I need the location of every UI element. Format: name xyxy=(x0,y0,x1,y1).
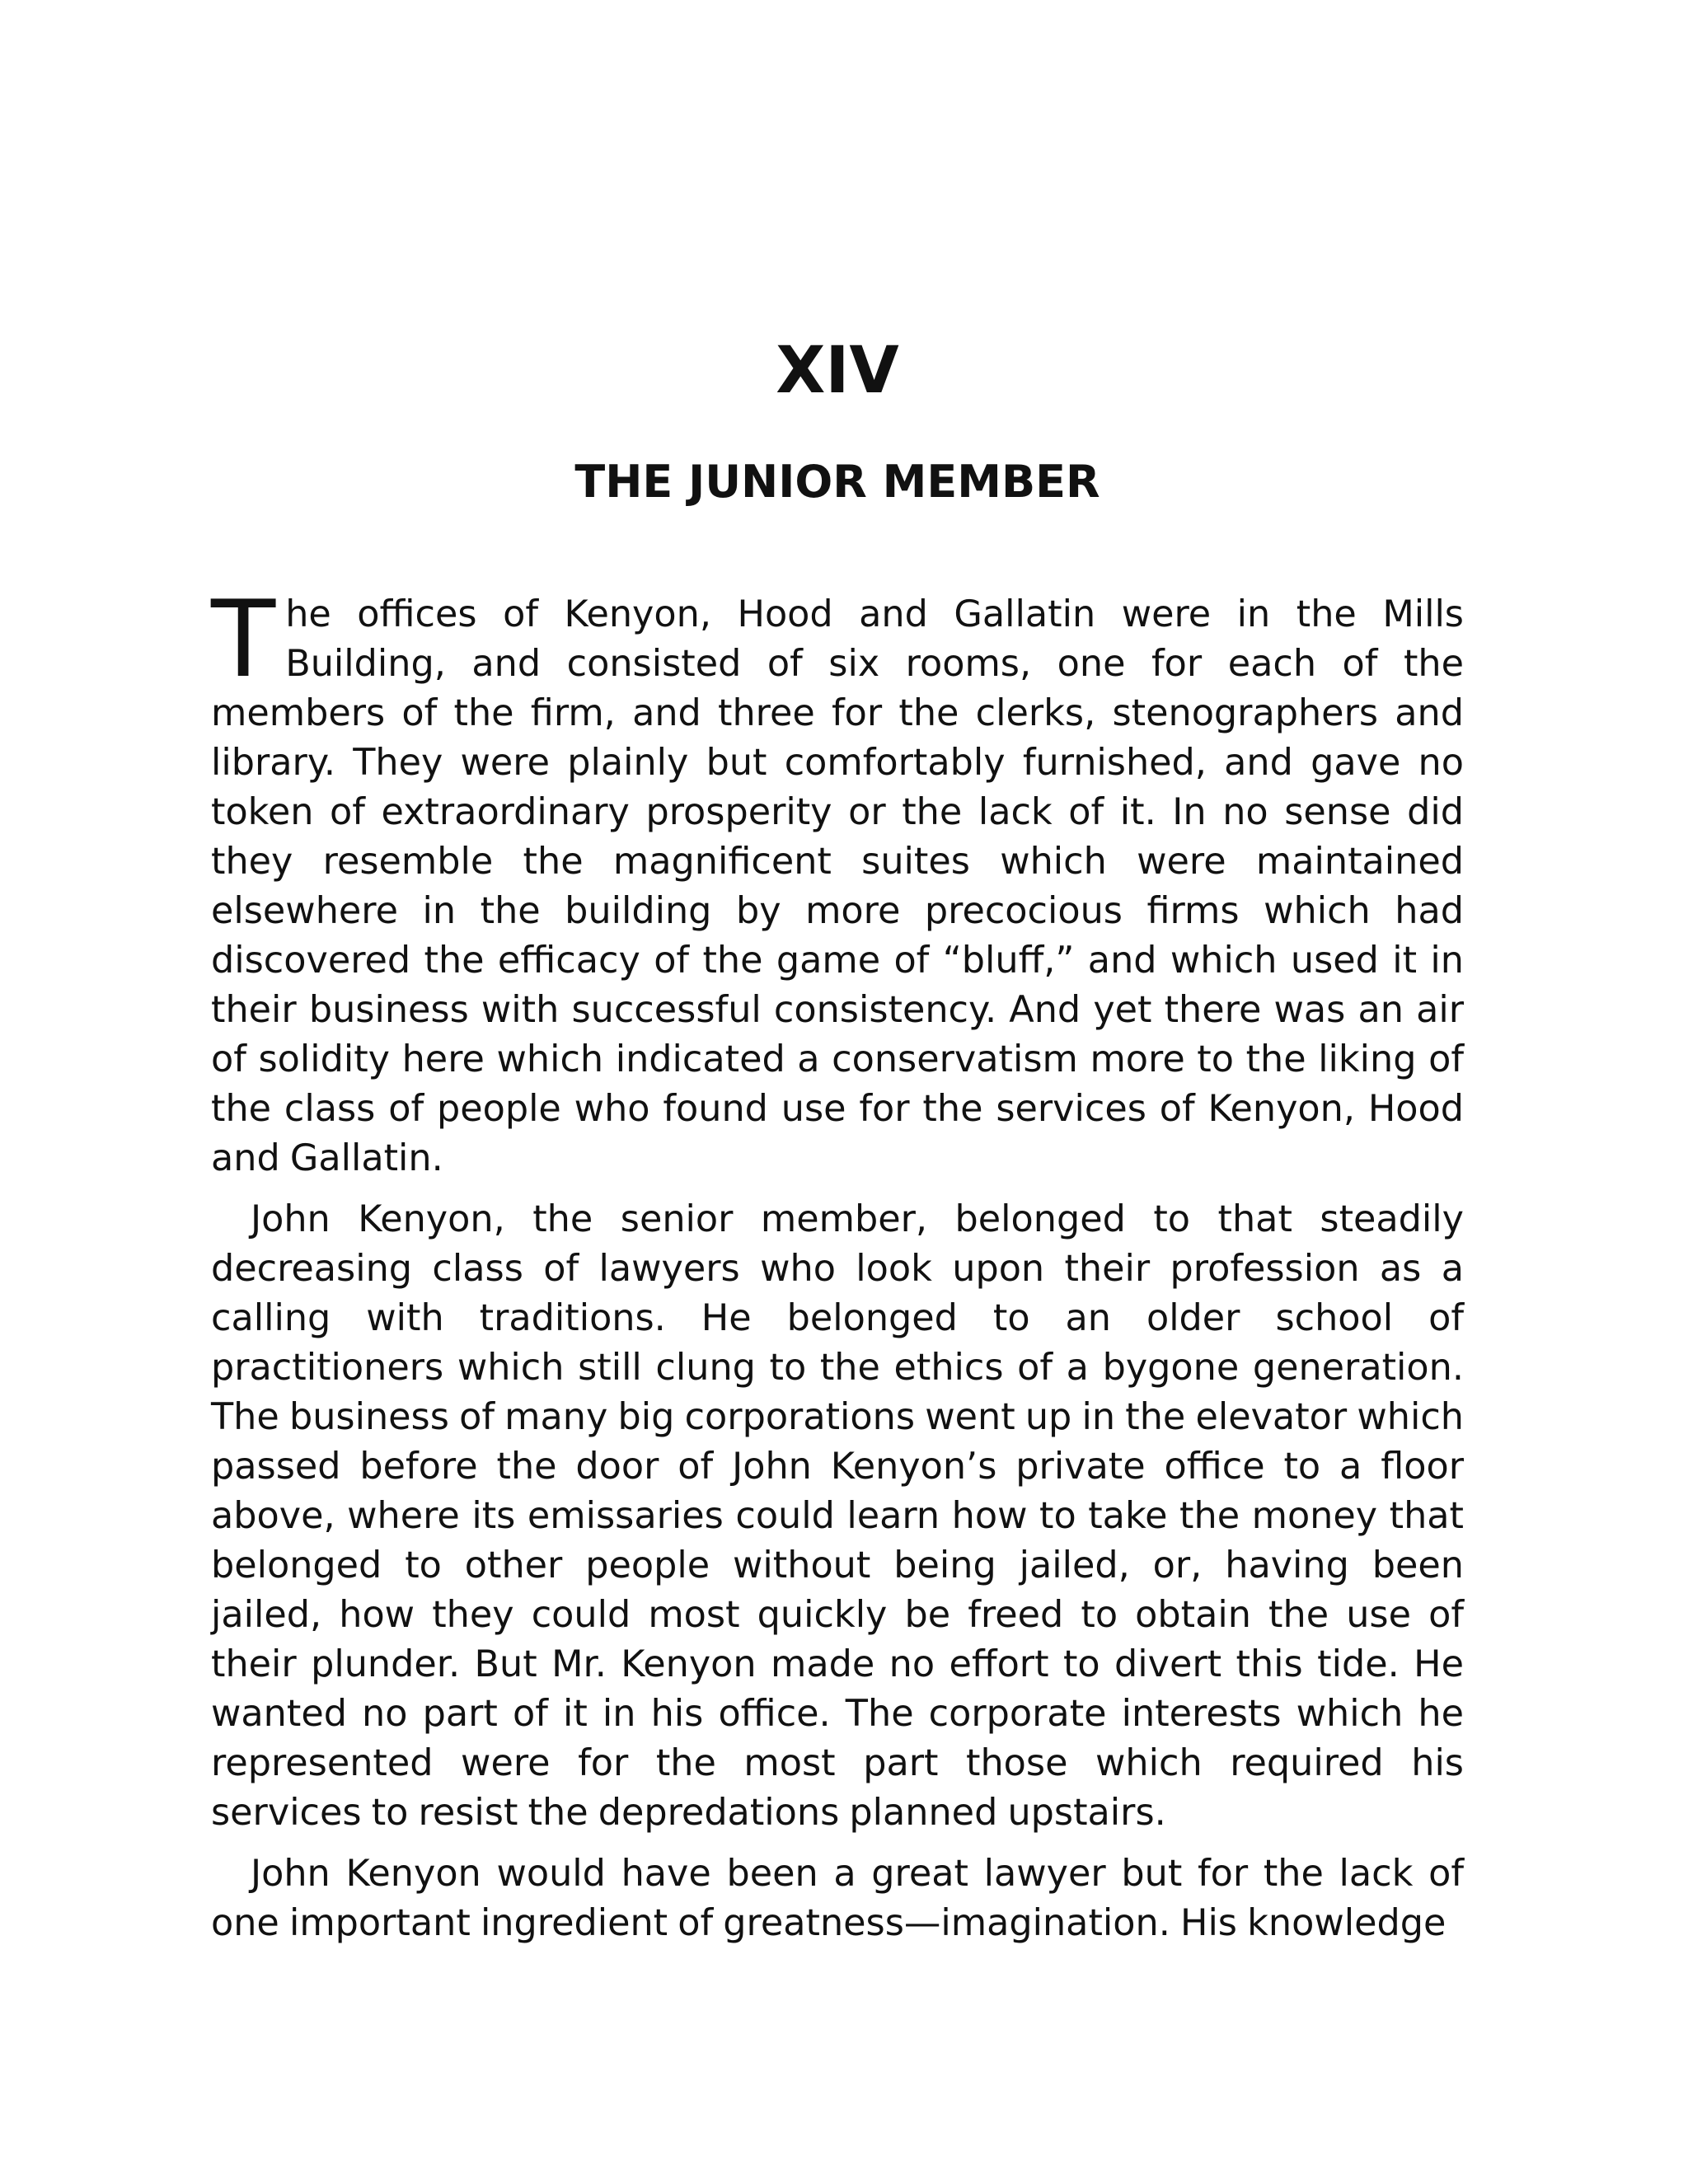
paragraph-3: John Kenyon would have been a great lawyer but for the lack of one important ingredient of greatness—imagination. His knowledge xyxy=(211,1853,1464,1944)
chapter-title: THE JUNIOR MEMBER xyxy=(574,456,1100,508)
drop-cap: T xyxy=(211,579,276,701)
paragraph-1 xyxy=(211,579,1464,1183)
paragraph-2: John Kenyon, the senior member, belonged to that steadily decreasing class of lawyers who look upon their profession as a calling with traditions. He belonged to an older school of practitioners which still clung to the ethics of a bygone generation. The business of many big corporations went up in the elevator which passed before the door of John Kenyon’s private office to a floor above, where its emissaries could learn how to take the money that belonged to other people without being jailed, or, having been jailed, how they could most quickly be freed to obtain the use of their plunder. But Mr. Kenyon made no effort to divert this tide. He wanted no part of it in his office. The corporate interests which he represented were for the most part those which required his services to resist the depredations planned upstairs. xyxy=(211,1198,1464,1834)
chapter-body xyxy=(211,579,1464,1960)
paragraph-1-text: he offices of Kenyon, Hood and Gallatin were in the Mills Building, and consisted of six rooms, one for each of the members of the firm, and three for the clerks, stenographers and library. They were plainly but comfortably furnished, and gave no token of extraordinary prosperity or the lack of it. In no sense did they resemble the magnificent suites which were maintained elsewhere in the building by more precocious firms which had discovered the efficacy of the game of “bluff,” and which used it in their business with successful consistency. And yet there was an air of solidity here which indicated a conservatism more to the liking of the class of people who found use for the services of Kenyon, Hood and Gallatin. xyxy=(211,593,1464,1179)
chapter-number: XIV xyxy=(776,334,899,408)
